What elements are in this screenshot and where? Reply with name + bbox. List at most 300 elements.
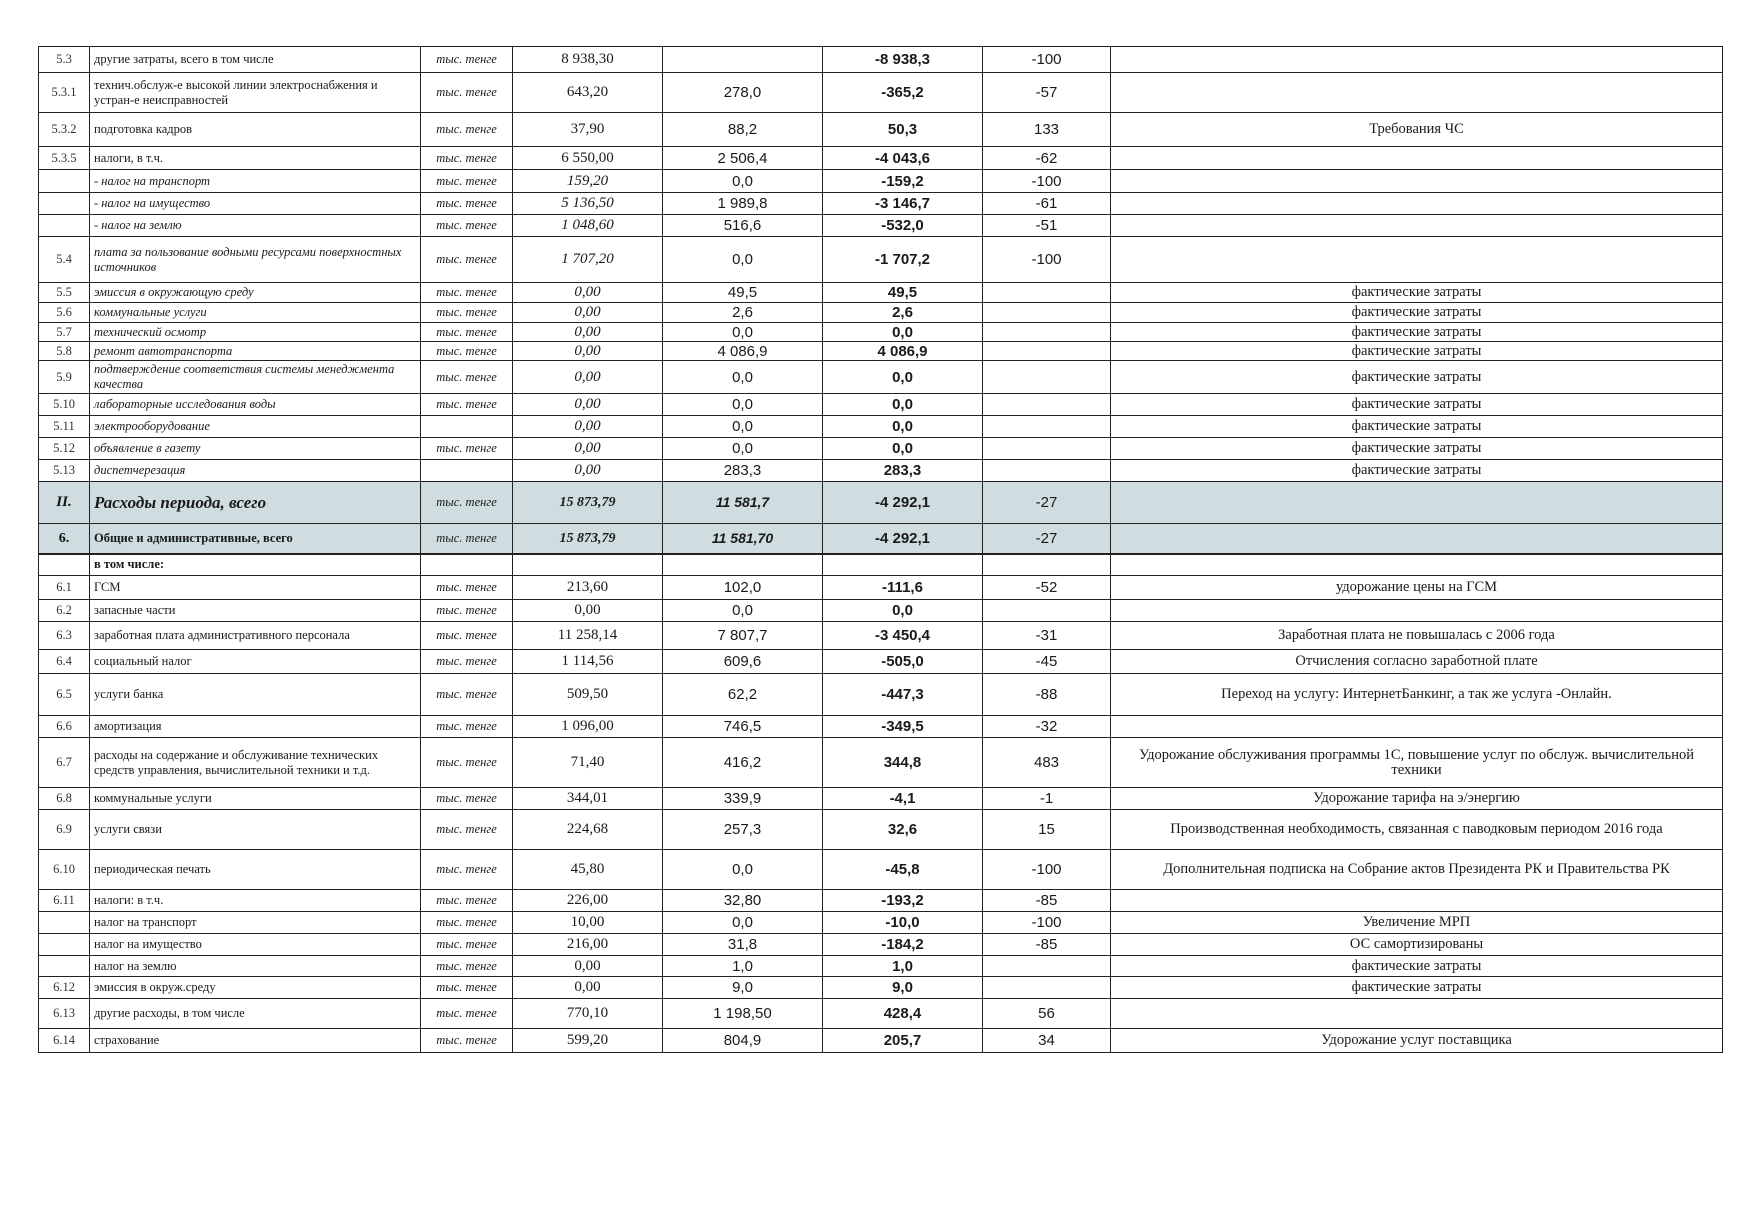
row-note: фактические затраты xyxy=(1111,283,1723,303)
table-row xyxy=(39,999,1723,1029)
row-value-plan: 45,80 xyxy=(513,850,663,890)
row-value-difference: 2,6 xyxy=(823,303,983,323)
row-value-plan: 1 707,20 xyxy=(513,237,663,283)
row-value-actual: 0,0 xyxy=(663,361,823,394)
row-number: 6.1 xyxy=(39,576,90,600)
row-value-plan: 1 048,60 xyxy=(513,215,663,237)
row-unit: тыс. тенге xyxy=(421,113,513,147)
row-note xyxy=(1111,600,1723,622)
row-note: Заработная плата не повышалась с 2006 года xyxy=(1111,622,1723,650)
row-name: страхование xyxy=(90,1029,421,1053)
row-value-plan: 15 873,79 xyxy=(513,482,663,524)
row-value-percent: -100 xyxy=(983,237,1111,283)
row-note: Удорожание обслуживания программы 1С, повышение услуг по обслуж. вычислительной техники xyxy=(1111,738,1723,788)
row-number: 5.12 xyxy=(39,438,90,460)
row-note xyxy=(1111,716,1723,738)
row-note: ОС самортизированы xyxy=(1111,934,1723,956)
row-note: фактические затраты xyxy=(1111,323,1723,342)
row-unit: тыс. тенге xyxy=(421,716,513,738)
row-value-percent xyxy=(983,416,1111,438)
table-row xyxy=(39,850,1723,890)
table-row xyxy=(39,716,1723,738)
row-value-plan: 159,20 xyxy=(513,170,663,193)
row-unit: тыс. тенге xyxy=(421,912,513,934)
row-value-plan: 643,20 xyxy=(513,73,663,113)
row-value-percent xyxy=(983,438,1111,460)
row-unit: тыс. тенге xyxy=(421,600,513,622)
row-value-actual: 11 581,70 xyxy=(663,524,823,554)
row-note: Удорожание тарифа на э/энергию xyxy=(1111,788,1723,810)
row-note xyxy=(1111,999,1723,1029)
row-note: фактические затраты xyxy=(1111,438,1723,460)
row-value-plan: 0,00 xyxy=(513,303,663,323)
row-name: другие затраты, всего в том числе xyxy=(90,47,421,73)
row-unit: тыс. тенге xyxy=(421,147,513,170)
row-value-plan: 37,90 xyxy=(513,113,663,147)
row-value-plan: 226,00 xyxy=(513,890,663,912)
expense-table xyxy=(38,46,1723,1053)
row-value-difference: -532,0 xyxy=(823,215,983,237)
row-number: 6.5 xyxy=(39,674,90,716)
row-value-percent: -51 xyxy=(983,215,1111,237)
row-note: Переход на услугу: ИнтернетБанкинг, а так же услуга -Онлайн. xyxy=(1111,674,1723,716)
row-value-difference: 0,0 xyxy=(823,361,983,394)
row-name: периодическая печать xyxy=(90,850,421,890)
row-value-difference: -3 450,4 xyxy=(823,622,983,650)
row-value-difference: 9,0 xyxy=(823,977,983,999)
row-name: подтверждение соответствия системы менеджмента качества xyxy=(90,361,421,394)
row-value-difference: 205,7 xyxy=(823,1029,983,1053)
row-unit xyxy=(421,554,513,576)
row-value-percent: -27 xyxy=(983,524,1111,554)
row-number: 6.10 xyxy=(39,850,90,890)
row-value-percent xyxy=(983,394,1111,416)
row-value-difference: -349,5 xyxy=(823,716,983,738)
row-number: 6.11 xyxy=(39,890,90,912)
row-name: услуги банка xyxy=(90,674,421,716)
row-number: 5.10 xyxy=(39,394,90,416)
row-name: - налог на транспорт xyxy=(90,170,421,193)
row-number: 5.7 xyxy=(39,323,90,342)
row-name: другие расходы, в том числе xyxy=(90,999,421,1029)
row-number: 6.3 xyxy=(39,622,90,650)
row-number: 5.3.1 xyxy=(39,73,90,113)
row-value-plan: 0,00 xyxy=(513,956,663,977)
row-name: ремонт автотранспорта xyxy=(90,342,421,361)
row-unit: тыс. тенге xyxy=(421,237,513,283)
row-number: 5.6 xyxy=(39,303,90,323)
row-note: Дополнительная подписка на Собрание актов Президента РК и Правительства РК xyxy=(1111,850,1723,890)
row-unit: тыс. тенге xyxy=(421,674,513,716)
row-value-plan: 0,00 xyxy=(513,416,663,438)
row-value-actual: 0,0 xyxy=(663,438,823,460)
row-name: в том числе: xyxy=(90,554,421,576)
table-row xyxy=(39,554,1723,576)
row-number: 5.3.2 xyxy=(39,113,90,147)
row-value-difference: -4 292,1 xyxy=(823,482,983,524)
row-value-difference: 32,6 xyxy=(823,810,983,850)
row-value-actual: 7 807,7 xyxy=(663,622,823,650)
row-value-plan: 71,40 xyxy=(513,738,663,788)
table-row xyxy=(39,323,1723,342)
row-value-percent: -57 xyxy=(983,73,1111,113)
row-unit: тыс. тенге xyxy=(421,394,513,416)
row-value-difference: -193,2 xyxy=(823,890,983,912)
row-name: диспетчерезация xyxy=(90,460,421,482)
row-name: коммунальные услуги xyxy=(90,788,421,810)
row-note xyxy=(1111,170,1723,193)
row-number: 5.13 xyxy=(39,460,90,482)
row-number: II. xyxy=(39,482,90,524)
row-value-actual: 2,6 xyxy=(663,303,823,323)
row-name: запасные части xyxy=(90,600,421,622)
row-value-difference xyxy=(823,554,983,576)
row-value-plan: 216,00 xyxy=(513,934,663,956)
table-row xyxy=(39,788,1723,810)
row-value-plan: 0,00 xyxy=(513,438,663,460)
table-row xyxy=(39,576,1723,600)
row-unit: тыс. тенге xyxy=(421,524,513,554)
row-value-difference: -505,0 xyxy=(823,650,983,674)
row-value-actual: 0,0 xyxy=(663,600,823,622)
row-unit: тыс. тенге xyxy=(421,956,513,977)
row-value-percent xyxy=(983,956,1111,977)
row-value-plan: 0,00 xyxy=(513,323,663,342)
row-value-plan: 1 096,00 xyxy=(513,716,663,738)
row-name: плата за пользование водными ресурсами поверхностных источников xyxy=(90,237,421,283)
row-name: налог на землю xyxy=(90,956,421,977)
row-value-percent xyxy=(983,361,1111,394)
row-value-difference: -447,3 xyxy=(823,674,983,716)
row-note xyxy=(1111,193,1723,215)
row-value-percent: 483 xyxy=(983,738,1111,788)
row-value-difference: 428,4 xyxy=(823,999,983,1029)
row-value-actual: 11 581,7 xyxy=(663,482,823,524)
row-value-plan: 224,68 xyxy=(513,810,663,850)
row-value-percent: -1 xyxy=(983,788,1111,810)
row-number: 6.4 xyxy=(39,650,90,674)
row-value-actual: 0,0 xyxy=(663,237,823,283)
row-name: лабораторные исследования воды xyxy=(90,394,421,416)
row-value-difference: 50,3 xyxy=(823,113,983,147)
row-value-plan: 509,50 xyxy=(513,674,663,716)
row-unit xyxy=(421,416,513,438)
row-value-actual: 32,80 xyxy=(663,890,823,912)
row-value-actual: 0,0 xyxy=(663,394,823,416)
row-unit: тыс. тенге xyxy=(421,622,513,650)
row-number xyxy=(39,554,90,576)
row-value-difference: 0,0 xyxy=(823,600,983,622)
row-value-plan: 0,00 xyxy=(513,342,663,361)
row-unit: тыс. тенге xyxy=(421,170,513,193)
row-unit: тыс. тенге xyxy=(421,999,513,1029)
row-note: фактические затраты xyxy=(1111,460,1723,482)
row-value-plan: 213,60 xyxy=(513,576,663,600)
row-unit: тыс. тенге xyxy=(421,934,513,956)
row-value-difference: -10,0 xyxy=(823,912,983,934)
row-value-plan: 0,00 xyxy=(513,600,663,622)
table-row xyxy=(39,237,1723,283)
row-number xyxy=(39,956,90,977)
row-value-actual: 31,8 xyxy=(663,934,823,956)
row-value-plan: 770,10 xyxy=(513,999,663,1029)
row-value-difference: 0,0 xyxy=(823,438,983,460)
row-unit: тыс. тенге xyxy=(421,482,513,524)
row-unit: тыс. тенге xyxy=(421,193,513,215)
row-value-difference: 49,5 xyxy=(823,283,983,303)
row-note xyxy=(1111,215,1723,237)
row-name: эмиссия в окруж.среду xyxy=(90,977,421,999)
row-name: Общие и административные, всего xyxy=(90,524,421,554)
row-number: 5.11 xyxy=(39,416,90,438)
row-number: 6.9 xyxy=(39,810,90,850)
row-note: фактические затраты xyxy=(1111,416,1723,438)
table-row xyxy=(39,524,1723,554)
row-value-difference: -184,2 xyxy=(823,934,983,956)
row-unit: тыс. тенге xyxy=(421,438,513,460)
row-value-difference: -3 146,7 xyxy=(823,193,983,215)
row-value-actual xyxy=(663,554,823,576)
row-value-percent: 34 xyxy=(983,1029,1111,1053)
row-value-percent xyxy=(983,342,1111,361)
row-value-actual: 1 198,50 xyxy=(663,999,823,1029)
row-value-plan: 15 873,79 xyxy=(513,524,663,554)
row-note: Требования ЧС xyxy=(1111,113,1723,147)
row-value-difference: 0,0 xyxy=(823,416,983,438)
row-value-plan xyxy=(513,554,663,576)
row-note xyxy=(1111,237,1723,283)
row-value-actual: 746,5 xyxy=(663,716,823,738)
row-unit: тыс. тенге xyxy=(421,215,513,237)
row-value-plan: 599,20 xyxy=(513,1029,663,1053)
row-name: технич.обслуж-е высокой линии электроснабжения и устран-е неисправностей xyxy=(90,73,421,113)
table-row xyxy=(39,342,1723,361)
table-row xyxy=(39,147,1723,170)
row-unit: тыс. тенге xyxy=(421,323,513,342)
row-number xyxy=(39,934,90,956)
table-row xyxy=(39,650,1723,674)
row-value-difference: -45,8 xyxy=(823,850,983,890)
row-name: услуги связи xyxy=(90,810,421,850)
row-value-difference: -111,6 xyxy=(823,576,983,600)
row-note: фактические затраты xyxy=(1111,303,1723,323)
row-value-percent xyxy=(983,977,1111,999)
row-value-plan: 10,00 xyxy=(513,912,663,934)
row-number: 6.13 xyxy=(39,999,90,1029)
row-note: фактические затраты xyxy=(1111,956,1723,977)
table-row xyxy=(39,303,1723,323)
row-value-percent: -100 xyxy=(983,850,1111,890)
row-value-actual: 9,0 xyxy=(663,977,823,999)
row-name: коммунальные услуги xyxy=(90,303,421,323)
row-value-percent: -45 xyxy=(983,650,1111,674)
row-value-plan: 8 938,30 xyxy=(513,47,663,73)
row-value-plan: 0,00 xyxy=(513,283,663,303)
row-note: Отчисления согласно заработной плате xyxy=(1111,650,1723,674)
row-number: 5.5 xyxy=(39,283,90,303)
table-row xyxy=(39,193,1723,215)
table-row xyxy=(39,810,1723,850)
row-number: 5.4 xyxy=(39,237,90,283)
row-number: 6.2 xyxy=(39,600,90,622)
row-value-plan: 11 258,14 xyxy=(513,622,663,650)
row-unit: тыс. тенге xyxy=(421,576,513,600)
row-value-actual: 0,0 xyxy=(663,912,823,934)
row-value-actual: 609,6 xyxy=(663,650,823,674)
row-value-percent: -52 xyxy=(983,576,1111,600)
table-row xyxy=(39,956,1723,977)
row-value-actual xyxy=(663,47,823,73)
row-name: технический осмотр xyxy=(90,323,421,342)
table-body xyxy=(39,47,1723,1053)
row-number: 6.6 xyxy=(39,716,90,738)
row-unit: тыс. тенге xyxy=(421,850,513,890)
row-name: налог на транспорт xyxy=(90,912,421,934)
row-value-difference: -8 938,3 xyxy=(823,47,983,73)
row-value-percent xyxy=(983,600,1111,622)
row-unit: тыс. тенге xyxy=(421,73,513,113)
row-unit: тыс. тенге xyxy=(421,788,513,810)
row-number: 5.9 xyxy=(39,361,90,394)
row-name: эмиссия в окружающую среду xyxy=(90,283,421,303)
row-value-percent: -61 xyxy=(983,193,1111,215)
table-row xyxy=(39,977,1723,999)
row-number xyxy=(39,912,90,934)
row-note xyxy=(1111,73,1723,113)
row-value-plan: 1 114,56 xyxy=(513,650,663,674)
table-row xyxy=(39,674,1723,716)
row-unit: тыс. тенге xyxy=(421,977,513,999)
row-value-difference: 1,0 xyxy=(823,956,983,977)
table-row xyxy=(39,394,1723,416)
row-value-actual: 283,3 xyxy=(663,460,823,482)
table-row xyxy=(39,215,1723,237)
row-value-actual: 49,5 xyxy=(663,283,823,303)
row-value-plan: 344,01 xyxy=(513,788,663,810)
row-value-difference: 0,0 xyxy=(823,394,983,416)
row-name: налоги: в т.ч. xyxy=(90,890,421,912)
row-value-actual: 0,0 xyxy=(663,323,823,342)
row-note: фактические затраты xyxy=(1111,342,1723,361)
row-value-percent xyxy=(983,554,1111,576)
row-name: амортизация xyxy=(90,716,421,738)
row-unit: тыс. тенге xyxy=(421,342,513,361)
table-row xyxy=(39,738,1723,788)
row-value-actual: 278,0 xyxy=(663,73,823,113)
row-name: электрооборудование xyxy=(90,416,421,438)
row-unit: тыс. тенге xyxy=(421,1029,513,1053)
row-value-actual: 62,2 xyxy=(663,674,823,716)
row-value-percent: 133 xyxy=(983,113,1111,147)
row-note xyxy=(1111,47,1723,73)
row-value-plan: 6 550,00 xyxy=(513,147,663,170)
row-value-actual: 1 989,8 xyxy=(663,193,823,215)
row-value-actual: 1,0 xyxy=(663,956,823,977)
row-value-plan: 0,00 xyxy=(513,460,663,482)
row-name: заработная плата административного персонала xyxy=(90,622,421,650)
row-value-percent: -88 xyxy=(983,674,1111,716)
expense-sheet xyxy=(38,46,1722,1053)
row-note xyxy=(1111,482,1723,524)
row-value-difference: 4 086,9 xyxy=(823,342,983,361)
row-value-percent: 15 xyxy=(983,810,1111,850)
row-number: 5.8 xyxy=(39,342,90,361)
row-value-difference: -159,2 xyxy=(823,170,983,193)
row-note xyxy=(1111,147,1723,170)
row-value-actual: 102,0 xyxy=(663,576,823,600)
table-row xyxy=(39,890,1723,912)
table-row xyxy=(39,416,1723,438)
row-value-plan: 0,00 xyxy=(513,394,663,416)
table-row xyxy=(39,283,1723,303)
row-name: налог на имущество xyxy=(90,934,421,956)
row-unit: тыс. тенге xyxy=(421,810,513,850)
table-row xyxy=(39,47,1723,73)
row-value-difference: -4 292,1 xyxy=(823,524,983,554)
row-value-actual: 2 506,4 xyxy=(663,147,823,170)
row-number: 6.7 xyxy=(39,738,90,788)
row-name: объявление в газету xyxy=(90,438,421,460)
row-value-difference: -4 043,6 xyxy=(823,147,983,170)
row-name: социальный налог xyxy=(90,650,421,674)
table-row xyxy=(39,113,1723,147)
row-note: удорожание цены на ГСМ xyxy=(1111,576,1723,600)
row-number: 6.8 xyxy=(39,788,90,810)
table-row xyxy=(39,1029,1723,1053)
row-value-plan: 0,00 xyxy=(513,977,663,999)
row-value-actual: 339,9 xyxy=(663,788,823,810)
row-value-actual: 0,0 xyxy=(663,170,823,193)
row-name: расходы на содержание и обслуживание технических средств управления, вычислительной техники и т.д. xyxy=(90,738,421,788)
row-value-percent xyxy=(983,283,1111,303)
row-unit xyxy=(421,460,513,482)
row-value-difference: -1 707,2 xyxy=(823,237,983,283)
row-value-difference: 283,3 xyxy=(823,460,983,482)
row-value-percent: -85 xyxy=(983,934,1111,956)
table-row xyxy=(39,73,1723,113)
row-value-percent: -62 xyxy=(983,147,1111,170)
row-note xyxy=(1111,890,1723,912)
row-note xyxy=(1111,554,1723,576)
table-row xyxy=(39,438,1723,460)
row-name: - налог на имущество xyxy=(90,193,421,215)
row-note: Производственная необходимость, связанная с паводковым периодом 2016 года xyxy=(1111,810,1723,850)
row-value-difference: -4,1 xyxy=(823,788,983,810)
row-note xyxy=(1111,524,1723,554)
row-value-actual: 416,2 xyxy=(663,738,823,788)
row-note: фактические затраты xyxy=(1111,394,1723,416)
row-value-actual: 0,0 xyxy=(663,850,823,890)
row-unit: тыс. тенге xyxy=(421,47,513,73)
row-number xyxy=(39,215,90,237)
table-row xyxy=(39,482,1723,524)
row-note: Увеличение МРП xyxy=(1111,912,1723,934)
row-number: 6.14 xyxy=(39,1029,90,1053)
row-value-difference: 0,0 xyxy=(823,323,983,342)
row-name: ГСМ xyxy=(90,576,421,600)
row-name: подготовка кадров xyxy=(90,113,421,147)
table-row xyxy=(39,170,1723,193)
row-value-percent: -85 xyxy=(983,890,1111,912)
row-value-percent xyxy=(983,323,1111,342)
row-number: 5.3 xyxy=(39,47,90,73)
row-value-actual: 804,9 xyxy=(663,1029,823,1053)
table-row xyxy=(39,912,1723,934)
row-value-plan: 5 136,50 xyxy=(513,193,663,215)
row-note: Удорожание услуг поставщика xyxy=(1111,1029,1723,1053)
row-value-actual: 0,0 xyxy=(663,416,823,438)
row-unit: тыс. тенге xyxy=(421,361,513,394)
